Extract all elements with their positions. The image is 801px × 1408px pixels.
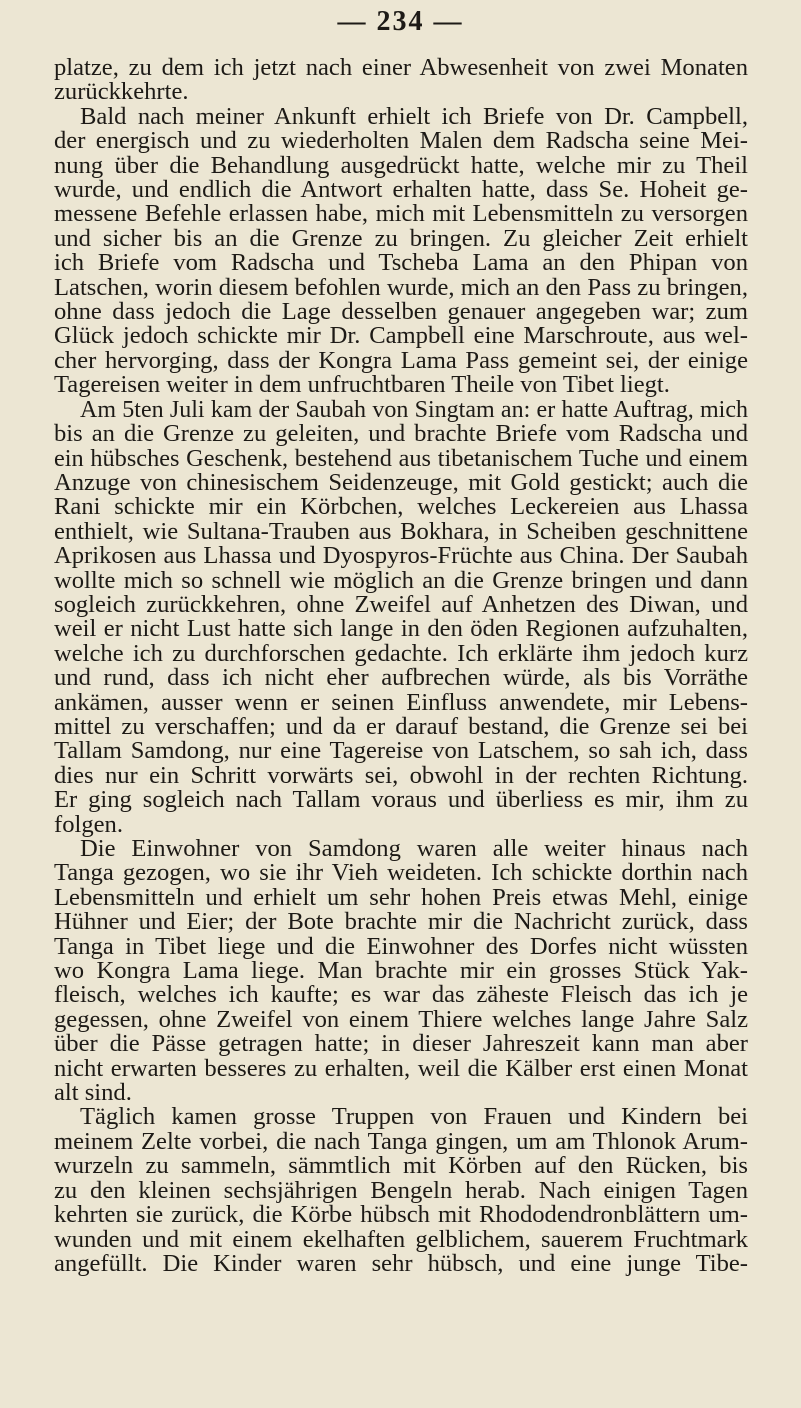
text-line: meinem Zelte vorbei, die nach Tanga gingen, um am Thlonok Arum- (54, 1129, 748, 1155)
text-line: nung über die Behandlung ausgedrückt hatte, welche mir zu Theil (54, 153, 748, 179)
text-line: fleisch, welches ich kaufte; es war das zäheste Fleisch das ich je (54, 983, 748, 1008)
text-line: weil er nicht Lust hatte sich lange in den öden Regionen aufzuhalten, (54, 617, 748, 642)
text-line: messene Befehle erlassen habe, mich mit Lebensmitteln zu versorgen (54, 202, 748, 227)
text-line: wurde, und endlich die Antwort erhalten hatte, dass Se. Hoheit ge- (54, 178, 748, 203)
text-line: folgen. (54, 812, 123, 837)
text-line: nicht erwarten besseres zu erhalten, weil die Kälber erst einen Monat (54, 1056, 748, 1082)
text-line: zu den kleinen sechsjährigen Bengeln herab. Nach einigen Tagen (54, 1178, 748, 1204)
text-line: zurückkehrte. (54, 80, 189, 105)
text-line: ein hübsches Geschenk, bestehend aus tibetanischem Tuche und einem (54, 446, 748, 471)
text-line: dies nur ein Schritt vorwärts sei, obwohl in der rechten Richtung. (54, 763, 748, 789)
text-line: Glück jedoch schickte mir Dr. Campbell eine Marschroute, aus wel- (54, 324, 748, 349)
text-line: Er ging sogleich nach Tallam voraus und überliess es mir, ihm zu (54, 788, 748, 813)
text-line: cher hervorging, dass der Kongra Lama Pass gemeint sei, der einige (54, 348, 748, 374)
text-line: Tanga gezogen, wo sie ihr Vieh weideten. Ich schickte dorthin nach (54, 861, 748, 886)
text-line: mittel zu verschaffen; und da er darauf bestand, die Grenze sei bei (54, 714, 748, 740)
text-line: Tanga in Tibet liege und die Einwohner des Dorfes nicht wüssten (54, 934, 748, 960)
text-line: kehrten sie zurück, die Körbe hübsch mit Rhododendronblättern um- (54, 1203, 748, 1228)
text-line: Tallam Samdong, nur eine Tagereise von Latschem, so sah ich, dass (54, 739, 748, 764)
text-line: sogleich zurückkehren, ohne Zweifel auf Anhetzen des Diwan, und (54, 592, 748, 618)
text-line: der energisch und zu wiederholten Malen dem Radscha seine Mei- (54, 129, 748, 154)
text-line: Bald nach meiner Ankunft erhielt ich Briefe von Dr. Campbell, (80, 104, 748, 130)
text-line: Tagereisen weiter in dem unfruchtbaren Theile von Tibet liegt. (54, 373, 670, 398)
body-text (54, 56, 748, 1276)
text-line: platze, zu dem ich jetzt nach einer Abwesenheit von zwei Monaten (54, 56, 748, 81)
text-line: Lebensmitteln und erhielt um sehr hohen Preis etwas Mehl, einige (54, 885, 748, 911)
text-line: alt sind. (54, 1081, 132, 1106)
text-line: ohne dass jedoch die Lage desselben genauer angegeben war; zum (54, 300, 748, 325)
text-line: enthielt, wie Sultana-Trauben aus Bokhara, in Scheiben geschnittene (54, 519, 748, 545)
text-line: wurzeln zu sammeln, sämmtlich mit Körben auf den Rücken, bis (54, 1154, 748, 1179)
text-line: Hühner und Eier; der Bote brachte mir die Nachricht zurück, dass (54, 910, 748, 935)
text-line: Täglich kamen grosse Truppen von Frauen und Kindern bei (80, 1105, 748, 1130)
text-line: Am 5ten Juli kam der Saubah von Singtam an: er hatte Auftrag, mich (80, 397, 748, 423)
page-number-header: — 234 — (337, 6, 464, 37)
text-line: wollte mich so schnell wie möglich an die Grenze bringen und dann (54, 568, 748, 593)
text-line: ich Briefe vom Radscha und Tscheba Lama an den Phipan von (54, 251, 748, 276)
text-line: über die Pässe getragen hatte; in dieser Jahreszeit kann man aber (54, 1032, 748, 1057)
text-line: wo Kongra Lama liege. Man brachte mir ein grosses Stück Yak- (54, 959, 748, 984)
text-line: und rund, dass ich nicht eher aufbrechen würde, als bis Vorräthe (54, 666, 748, 691)
text-line: ankämen, ausser wenn er seinen Einfluss anwendete, mir Lebens- (54, 690, 748, 715)
text-line: Rani schickte mir ein Körbchen, welches Leckereien aus Lhassa (54, 495, 748, 520)
text-line: bis an die Grenze zu geleiten, und brachte Briefe vom Radscha und (54, 422, 748, 447)
text-line: wunden und mit einem ekelhaften gelblichem, sauerem Fruchtmark (54, 1227, 748, 1252)
text-line: Die Einwohner von Samdong waren alle weiter hinaus nach (80, 837, 748, 862)
text-line: Aprikosen aus Lhassa und Dyospyros-Früchte aus China. Der Saubah (54, 544, 748, 569)
text-line: und sicher bis an die Grenze zu bringen. Zu gleicher Zeit erhielt (54, 226, 748, 252)
text-line: welche ich zu durchforschen gedachte. Ich erklärte ihm jedoch kurz (54, 641, 748, 667)
text-line: Anzuge von chinesischem Seidenzeuge, mit Gold gestickt; auch die (54, 470, 748, 496)
text-line: Latschen, worin diesem befohlen wurde, mich an den Pass zu bringen, (54, 275, 748, 301)
text-line: angefüllt. Die Kinder waren sehr hübsch, und eine junge Tibe- (54, 1251, 748, 1277)
text-line: gegessen, ohne Zweifel von einem Thiere welches lange Jahre Salz (54, 1007, 748, 1033)
